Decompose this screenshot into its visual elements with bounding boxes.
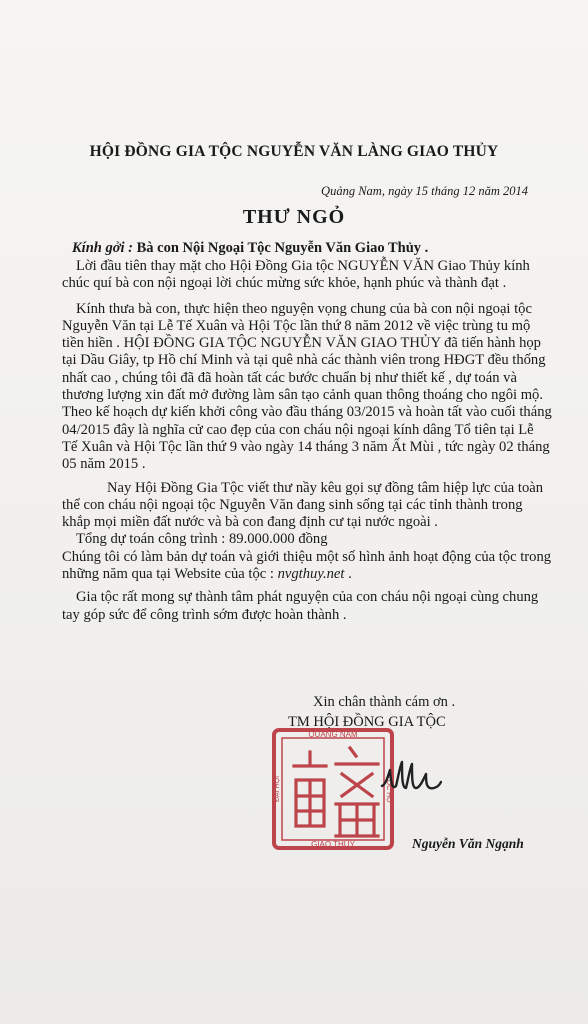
paragraph-call: Nay Hội Đồng Gia Tộc viết thư nầy kêu gọi sự đồng tâm hiệp lực của toàn thể con cháu nội ngoại tộc Nguyễn Văn đang sinh sống tại các tỉnh thành trong khắp mọi miền đất nước và bà con đang định cư tại nước ngoài . — [62, 479, 544, 531]
paragraph-closing: Gia tộc rất mong sự thành tâm phát nguyện của con cháu nội ngoại cùng chung tay góp sức để công trình sớm được hoàn thành . — [62, 589, 539, 623]
thanks-line: Xin chân thành cám ơn . — [313, 694, 456, 710]
website-link: nvgthuy.net — [277, 566, 345, 583]
seal-left-text: ĐẠI HỘI — [274, 775, 281, 803]
dateline: Quảng Nam, ngày 15 tháng 12 năm 2014 — [321, 184, 528, 198]
paragraph-main: Kính thưa bà con, thực hiện theo nguyện vọng chung của bà con nội ngoại tộc Nguyễn Văn tại Lễ Tế Xuân và Hội Tộc lần thứ 8 năm 2012 về việc trùng tu mộ tiền hiền . HỘI ĐỒNG GIA TỘC NGUYỄN VĂN GIAO THỦY đã tiến hành họp tại Dầu Giây, tp Hồ chí Minh và tại quê nhà các thành viên trong HĐGT đều thống nhất cao , chúng tôi đã đã hoàn tất các bước chuẩn bị như thiết kế , dự toán và thương lượng xin đất mở đường làm sân tạo cảnh quan thông thoáng cho ngôi mộ. Theo kế hoạch dự kiến khởi công vào đầu tháng 03/2015 và hoàn tất vào cuối tháng 04/2015 đây là nghĩa cử cao đẹp của con cháu nội ngoại kính dâng Tổ tiên tại Lễ Tế Xuân và Hội Tộc lần thứ 9 vào ngày 14 tháng 3 năm Ất Mùi , tức ngày 02 tháng 05 năm 2015 . — [62, 300, 552, 473]
website-end: . — [344, 566, 352, 583]
salutation-lead: Kính gởi : — [72, 240, 133, 256]
salutation-text: Bà con Nội Ngoại Tộc Nguyễn Văn Giao Thủy . — [132, 240, 429, 256]
signer-name: Nguyễn Văn Ngạnh — [412, 836, 524, 851]
seal-top-text: QUẢNG NAM — [308, 730, 358, 739]
paragraph-website — [62, 549, 552, 584]
handwritten-signature — [380, 756, 442, 798]
seal-right-text: TỘC HỌ — [385, 775, 392, 803]
on-behalf-line: TM HỘI ĐỒNG GIA TỘC — [288, 714, 446, 730]
seal-bottom-text: GIAO THỦY — [311, 840, 355, 849]
paragraph-greeting: Lời đầu tiên thay mặt cho Hội Đồng Gia tộc NGUYỄN VĂN Giao Thủy kính chúc quí bà con nội ngoại lời chúc mừng sức khỏe, hạnh phúc và thành đạt . — [62, 258, 530, 292]
letter-title: THƯ NGỎ — [242, 206, 346, 228]
letter-body — [62, 258, 552, 624]
paragraph-budget: Tổng dự toán công trình : 89.000.000 đồng — [76, 531, 328, 548]
organization-title: HỘI ĐỒNG GIA TỘC NGUYỄN VĂN LÀNG GIAO THỦY — [89, 143, 499, 160]
website-text: Chúng tôi có làm bản dự toán và giới thiệu một số hình ảnh hoạt động của tộc trong những năm qua tại Website của tộc : — [62, 548, 552, 583]
salutation — [72, 240, 428, 257]
family-seal-stamp — [270, 726, 396, 852]
seal-glyphs — [294, 748, 378, 836]
